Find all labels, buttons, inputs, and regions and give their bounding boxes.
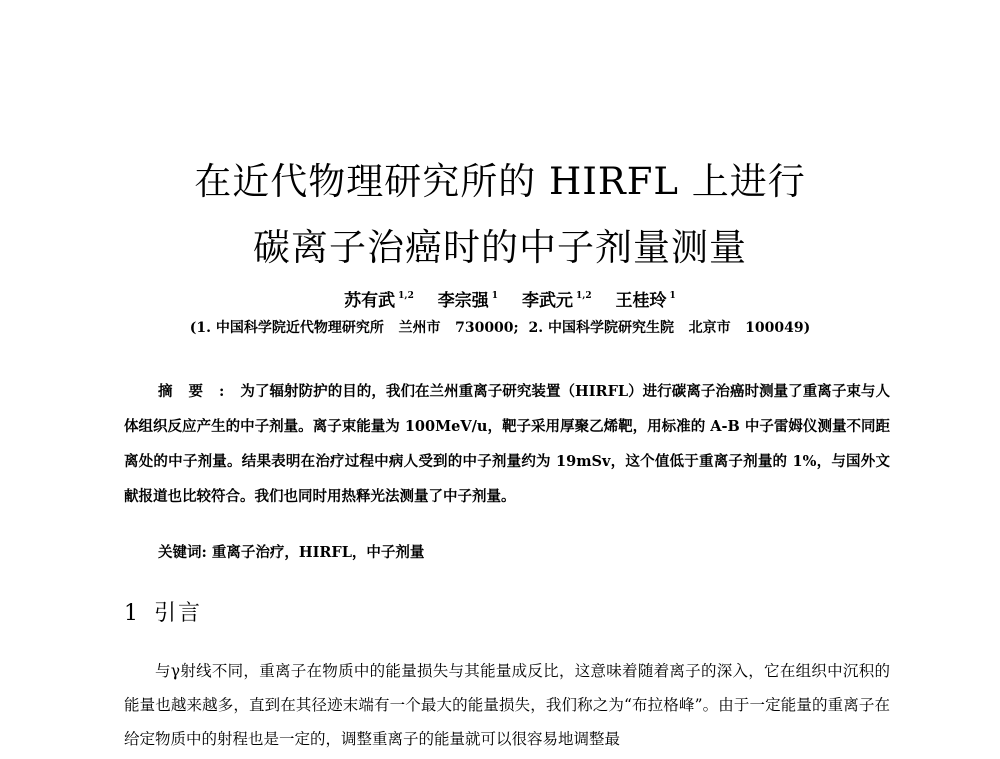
author — [616, 291, 676, 311]
author-affiliation-mark: 1 — [491, 291, 499, 301]
paper-title-line2: 碳离子治癌时的中子剂量测量 — [253, 226, 747, 269]
author-list — [0, 284, 1000, 313]
paper-title-line1: 在近代物理研究所的 HIRFL 上进行 — [194, 160, 806, 203]
author-name: 苏有武 — [344, 291, 396, 311]
author — [522, 291, 592, 311]
section-number: 1 — [124, 601, 140, 626]
abstract-label: 摘要: — [158, 383, 241, 400]
author-affiliation-mark: 1,2 — [398, 291, 414, 301]
section-heading — [124, 600, 202, 628]
keywords: 关键词: 重离子治疗，HIRFL，中子剂量 — [158, 544, 425, 561]
abstract — [124, 374, 890, 514]
author-name: 李武元 — [521, 291, 573, 311]
author-name: 李宗强 — [437, 291, 489, 311]
abstract-text: 为了辐射防护的目的，我们在兰州重离子研究装置（HIRFL）进行碳离子治癌时测量了重离子束与人体组织反应产生的中子剂量。离子束能量为 100MeV/u，靶子采用厚聚乙烯靶，用标准的 A-B 中子雷姆仪测量不同距离处的中子剂量。结果表明在治疗过程中病人受到的中子剂量约为 19mSv，这个值低于重离子剂量的 1%，与国外文献报道也比较符合。我们也同时用热释光法测量了中子剂量。 — [124, 383, 890, 505]
author-name: 王桂玲 — [615, 291, 667, 311]
section-paragraph: 与γ射线不同，重离子在物质中的能量损失与其能量成反比，这意味着随着离子的深入，它在组织中沉积的能量也越来越多，直到在其径迹末端有一个最大的能量损失，我们称之为“布拉格峰”。由于一定能量的重离子在给定物质中的射程也是一定的，调整重离子的能量就可以很容易地调整最 — [124, 662, 890, 748]
author — [344, 291, 414, 311]
affiliations: (1. 中国科学院近代物理研究所 兰州市 730000; 2. 中国科学院研究生院 北京市 100049) — [189, 320, 811, 336]
author-affiliation-mark: 1,2 — [575, 291, 592, 301]
section-title: 引言 — [154, 601, 203, 626]
author-affiliation-mark: 1 — [669, 291, 676, 301]
author — [438, 291, 498, 311]
